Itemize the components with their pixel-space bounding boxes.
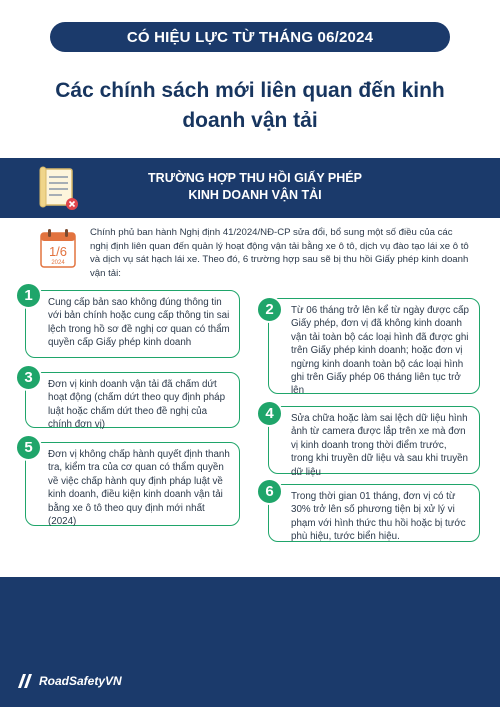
item-6-box: [268, 484, 480, 542]
item-1-text: Cung cấp bản sao không đúng thông tin với bản chính hoặc cung cấp thông tin sai lệch trong hồ sơ đề nghị cơ quan có thẩm quyền cấp Giấy phép kinh doanh: [48, 297, 230, 349]
page-title: [0, 76, 500, 136]
page-title-line-1: Các chính sách mới liên quan đến kinh: [55, 79, 445, 102]
brand-name: RoadSafetyVN: [39, 674, 122, 688]
item-3-box: [25, 372, 240, 431]
item-5-number: 5: [15, 434, 42, 461]
effective-date-banner: CÓ HIỆU LỰC TỪ THÁNG 06/2024: [50, 22, 450, 52]
item-5-box: [25, 442, 240, 526]
item-4-box: [268, 406, 480, 478]
item-4-text: Sửa chữa hoặc làm sai lệch dữ liệu hình ảnh từ camera được lắp trên xe mà đơn vị kinh doanh trong thời điểm trước, trong khi truyền dữ liệu và sau khi truyền dữ liệu: [291, 413, 469, 478]
item-6-number: 6: [256, 478, 283, 505]
item-2-box: [268, 298, 480, 397]
document-icon: [34, 164, 84, 214]
brand-logo: [16, 673, 122, 689]
section-title-line-1: TRƯỜNG HỢP THU HỒI GIẤY PHÉP: [148, 171, 362, 185]
section-title-line-2: KINH DOANH VẬN TẢI: [188, 188, 322, 202]
page-title-line-2: doanh vận tải: [182, 109, 318, 132]
calendar-year: 2024: [51, 260, 65, 266]
roadsafety-logo-icon: [16, 673, 34, 689]
item-1-number: 1: [15, 282, 42, 309]
item-4-number: 4: [256, 400, 283, 427]
section-header-band: [0, 158, 500, 218]
calendar-day: 1/6: [48, 244, 68, 259]
section-title: [140, 170, 370, 204]
item-2-number: 2: [256, 296, 283, 323]
intro-paragraph: Chính phủ ban hành Nghị định 41/2024/NĐ-CP sửa đổi, bổ sung một số điều của các nghị định liên quan đến quản lý hoạt động vận tải bằng xe ô tô, dịch vụ đào tạo lái xe ô tô và dịch vụ sát hạch lái xe. Theo đó, 6 trường hợp sau sẽ bị thu hồi Giấy phép kinh doanh vận tải:: [90, 227, 469, 279]
item-6-text: Trong thời gian 01 tháng, đơn vị có từ 30% trở lên số phương tiện bị xử lý vi phạm với hình thức thu hồi hoặc bị tước phù hiệu, tước biển hiệu.: [291, 491, 466, 543]
item-3-number: 3: [15, 364, 42, 391]
item-3-text: Đơn vị kinh doanh vận tải đã chấm dứt hoạt động (chấm dứt theo quy định pháp luật hoặc chấm dứt theo đề nghị của chính đơn vị): [48, 379, 226, 431]
footer-band: [0, 577, 500, 707]
item-2-text: Từ 06 tháng trở lên kể từ ngày được cấp Giấy phép, đơn vị đã không kinh doanh vận tải toàn bộ các loại hình đã được ghi trên Giấy phép kinh doanh; hoặc đơn vị ngừng kinh doanh toàn bộ các loại hình ghi trên Giấy phép 06 tháng liên tục trở lên: [291, 305, 469, 397]
calendar-icon: [40, 228, 76, 268]
item-1-box: [25, 290, 240, 358]
item-5-text: Đơn vị không chấp hành quyết định thanh tra, kiểm tra của cơ quan có thẩm quyền về việc chấp hành quy định pháp luật về kinh doanh, điều kiện kinh doanh vận tải bằng xe ô tô theo quy định mới nhất (2024): [48, 449, 230, 528]
